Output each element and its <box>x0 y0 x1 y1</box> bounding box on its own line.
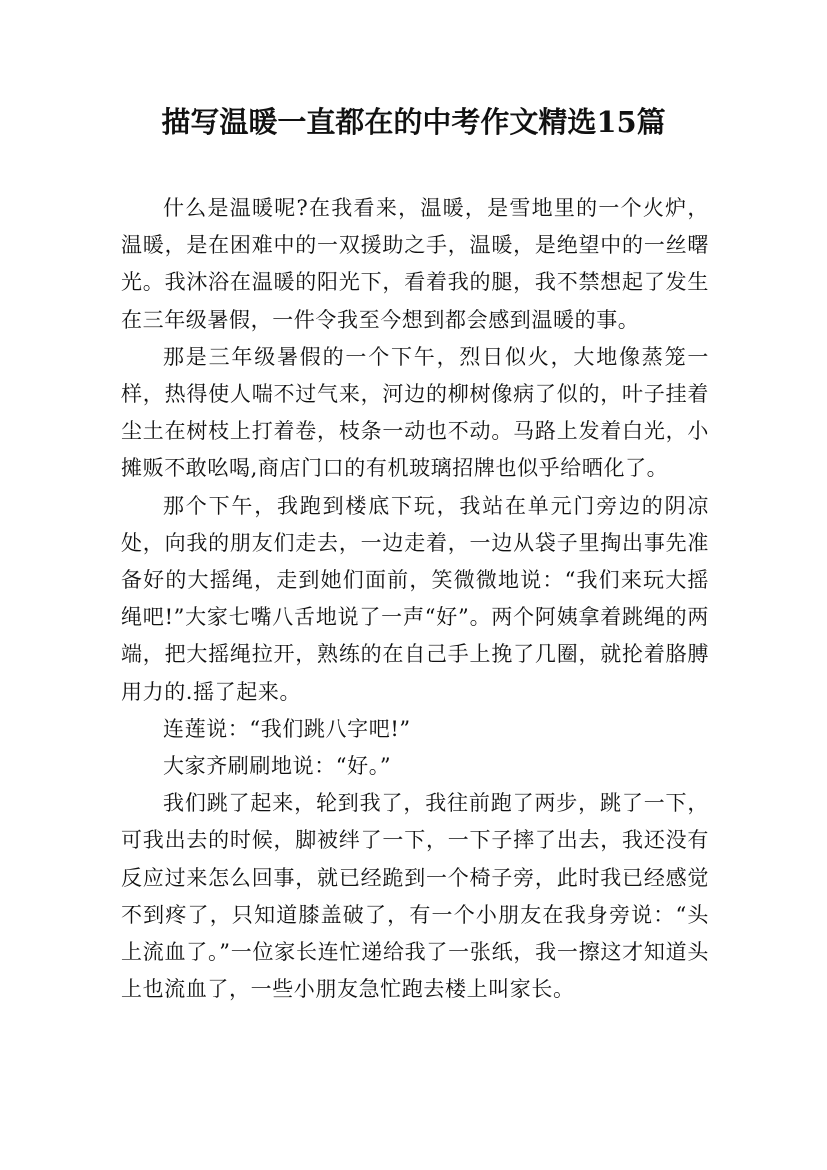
article-body <box>121 190 709 1008</box>
paragraph-2: 那是三年级暑假的一个下午，烈日似火，大地像蒸笼一样，热得使人喘不过气来，河边的柳树像病了似的，叶子挂着尘土在树枝上打着卷，枝条一动也不动。马路上发着白光，小摊贩不敢吆喝,商店门口的有机玻璃招牌也似乎给晒化了。 <box>121 344 709 481</box>
page-title: 描写温暖一直都在的中考作文精选15篇 <box>161 105 666 139</box>
paragraph-1: 什么是温暖呢?在我看来，温暖，是雪地里的一个火炉，温暖，是在困难中的一双援助之手，温暖，是绝望中的一丝曙光。我沐浴在温暖的阳光下，看着我的腿，我不禁想起了发生在三年级暑假，一件令我至今想到都会感到温暖的事。 <box>121 196 709 332</box>
paragraph-3: 那个下午，我跑到楼底下玩，我站在单元门旁边的阴凉处，向我的朋友们走去，一边走着，一边从袋子里掏出事先准备好的大摇绳，走到她们面前，笑微微地说：“我们来玩大摇绳吧!”大家七嘴八舌地说了一声“好”。两个阿姨拿着跳绳的两端，把大摇绳拉开，熟练的在自己手上挽了几圈，就抡着胳膊用力的.摇了起来。 <box>121 493 709 704</box>
paragraph-5: 大家齐刷刷地说：“好。” <box>163 754 392 779</box>
paragraph-4: 连莲说：“我们跳八字吧!” <box>163 716 411 741</box>
paragraph-6: 我们跳了起来，轮到我了，我往前跑了两步，跳了一下，可我出去的时候，脚被绊了一下，一下子摔了出去，我还没有反应过来怎么回事，就已经跪到一个椅子旁，此时我已经感觉不到疼了，只知道膝盖破了，有一个小朋友在我身旁说：“头上流血了。”一位家长连忙递给我了一张纸，我一擦这才知道头上也流血了，一些小朋友急忙跑去楼上叫家长。 <box>121 791 709 1002</box>
